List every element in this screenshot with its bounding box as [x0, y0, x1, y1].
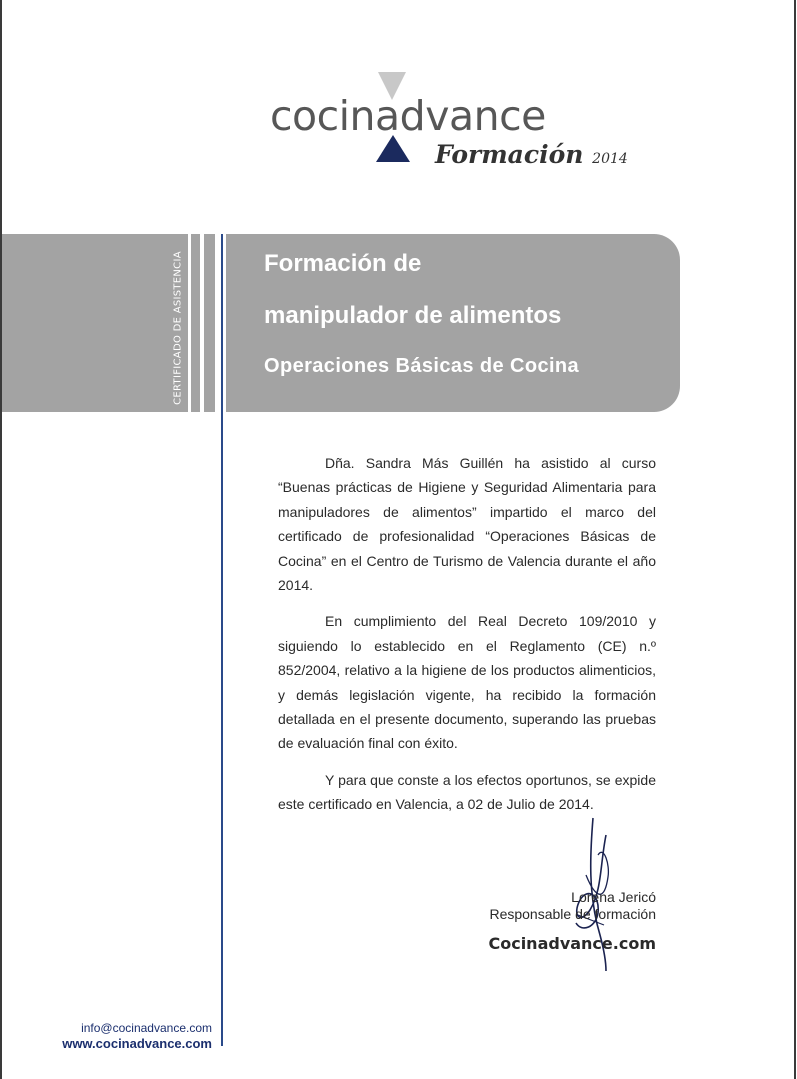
contact-website-link[interactable]: www.cocinadvance.com [62, 1036, 212, 1051]
logo-triangle-up-icon [376, 135, 410, 162]
contact-email-link[interactable]: info@cocinadvance.com [81, 1021, 212, 1035]
company-logo [270, 70, 628, 180]
banner-title-line2: manipulador de alimentos [264, 302, 562, 329]
page-border-left [0, 0, 2, 1079]
body-paragraph: En cumplimiento del Real Decreto 109/2010 y siguiendo lo establecido en el Reglamento (CE) n.º 852/2004, relativo a la higiene de los productos alimenticios, y demás legislación vigente, ha recibido la formación detallada en el presente documento, superando las pruebas de evaluación final con éxito. [278, 613, 656, 752]
certificate-type-label: CERTIFICADO DE ASISTENCIA [172, 251, 184, 405]
body-paragraph: Y para que conste a los efectos oportunos, se expide este certificado en Valencia, a 02 de Julio de 2014. [278, 771, 656, 813]
banner-stripe [191, 234, 200, 412]
logo-subtitle [435, 140, 628, 169]
vertical-divider [221, 234, 223, 1046]
signatory-name: Lorena Jericó [571, 889, 656, 905]
banner-subtitle: Operaciones Básicas de Cocina [264, 355, 580, 377]
body-paragraph: Dña. Sandra Más Guillén ha asistido al curso “Buenas prácticas de Higiene y Seguridad Alimentaria para manipuladores de alimentos” impartido el marco del certificado de profesionalidad “Operaciones Básicas de Cocina” en el Centro de Turismo de Valencia durante el año 2014. [278, 455, 656, 594]
signatory-role: Responsable de formación [489, 906, 656, 922]
certificate-body [278, 451, 656, 829]
logo-wordmark: cocinadvance [270, 92, 546, 140]
banner-side-panel [2, 234, 188, 412]
logo-subtitle-text: Formación [435, 140, 584, 169]
banner-title-line1: Formación de [264, 250, 422, 277]
banner-stripe [204, 234, 215, 412]
signatory-company: Cocinadvance.com [488, 934, 656, 953]
logo-year: 2014 [592, 151, 628, 167]
page-border-right [794, 0, 796, 1079]
